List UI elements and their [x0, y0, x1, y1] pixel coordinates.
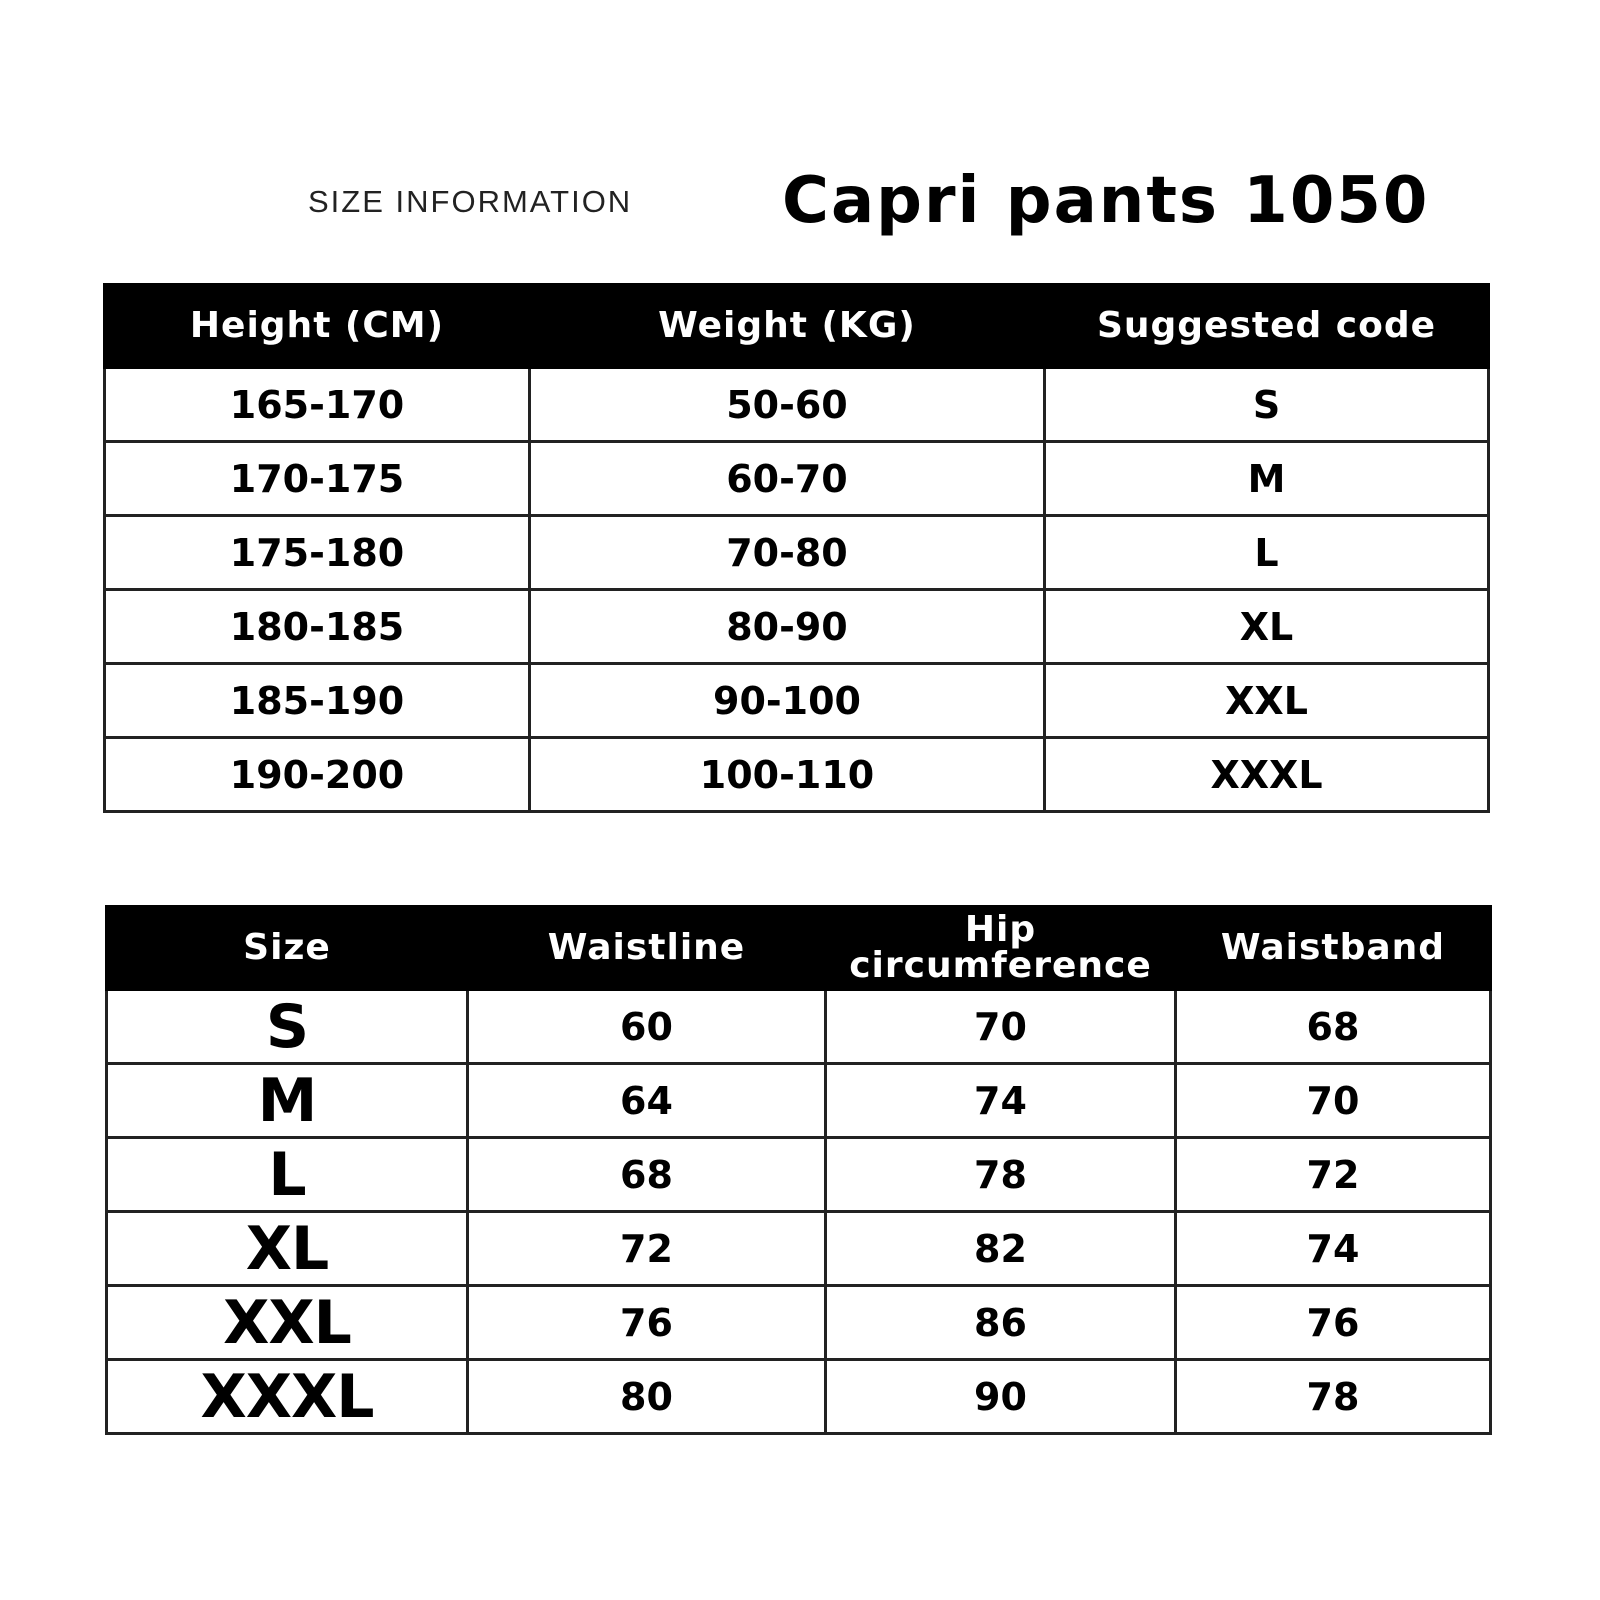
suggested-code-cell: XXL: [1045, 664, 1489, 738]
table-row: [107, 1360, 1491, 1434]
column-header-waistline: Waistline: [468, 907, 826, 990]
column-header-height: Height (CM): [105, 285, 530, 368]
table-row: [107, 1138, 1491, 1212]
table-row: [107, 1064, 1491, 1138]
height-weight-table: [103, 283, 1490, 813]
height-cell: 165-170: [105, 368, 530, 442]
weight-cell: 50-60: [530, 368, 1045, 442]
circumference-label: circumference: [849, 945, 1152, 986]
table-row: [107, 1212, 1491, 1286]
waistline-cell: 60: [468, 990, 826, 1064]
column-header-weight: Weight (KG): [530, 285, 1045, 368]
table-row: [107, 990, 1491, 1064]
weight-cell: 80-90: [530, 590, 1045, 664]
height-cell: 170-175: [105, 442, 530, 516]
column-header-hip-circumference: [826, 907, 1176, 990]
table-row: [105, 368, 1489, 442]
waistline-cell: 72: [468, 1212, 826, 1286]
size-cell: XXL: [107, 1286, 468, 1360]
hip-circumference-cell: 90: [826, 1360, 1176, 1434]
suggested-code-cell: M: [1045, 442, 1489, 516]
height-cell: 180-185: [105, 590, 530, 664]
height-cell: 175-180: [105, 516, 530, 590]
suggested-code-cell: XXXL: [1045, 738, 1489, 812]
waistline-cell: 76: [468, 1286, 826, 1360]
weight-cell: 70-80: [530, 516, 1045, 590]
waistband-cell: 78: [1176, 1360, 1491, 1434]
weight-cell: 60-70: [530, 442, 1045, 516]
weight-cell: 90-100: [530, 664, 1045, 738]
hip-circumference-cell: 86: [826, 1286, 1176, 1360]
waistline-cell: 64: [468, 1064, 826, 1138]
table-row: [105, 442, 1489, 516]
table-header-row: [105, 285, 1489, 368]
suggested-code-cell: L: [1045, 516, 1489, 590]
waistline-cell: 68: [468, 1138, 826, 1212]
table-row: [105, 590, 1489, 664]
hip-label: Hip: [964, 909, 1037, 950]
waistband-cell: 68: [1176, 990, 1491, 1064]
table-header-row: [107, 907, 1491, 990]
waistband-cell: 74: [1176, 1212, 1491, 1286]
waistband-cell: 76: [1176, 1286, 1491, 1360]
waistband-cell: 70: [1176, 1064, 1491, 1138]
table-row: [107, 1286, 1491, 1360]
column-header-waistband: Waistband: [1176, 907, 1491, 990]
table-row: [105, 516, 1489, 590]
waistline-cell: 80: [468, 1360, 826, 1434]
column-header-suggested-code: Suggested code: [1045, 285, 1489, 368]
hip-circumference-cell: 70: [826, 990, 1176, 1064]
suggested-code-cell: S: [1045, 368, 1489, 442]
product-title: Capri pants 1050: [782, 164, 1430, 238]
size-information-label: SIZE INFORMATION: [308, 184, 633, 219]
hip-circumference-cell: 78: [826, 1138, 1176, 1212]
hip-circumference-cell: 82: [826, 1212, 1176, 1286]
size-cell: M: [107, 1064, 468, 1138]
height-cell: 190-200: [105, 738, 530, 812]
height-cell: 185-190: [105, 664, 530, 738]
table-row: [105, 664, 1489, 738]
weight-cell: 100-110: [530, 738, 1045, 812]
size-cell: S: [107, 990, 468, 1064]
size-cell: L: [107, 1138, 468, 1212]
size-cell: XXXL: [107, 1360, 468, 1434]
size-cell: XL: [107, 1212, 468, 1286]
size-measurement-table: [105, 905, 1492, 1435]
column-header-size: Size: [107, 907, 468, 990]
suggested-code-cell: XL: [1045, 590, 1489, 664]
table-row: [105, 738, 1489, 812]
hip-circumference-cell: 74: [826, 1064, 1176, 1138]
waistband-cell: 72: [1176, 1138, 1491, 1212]
